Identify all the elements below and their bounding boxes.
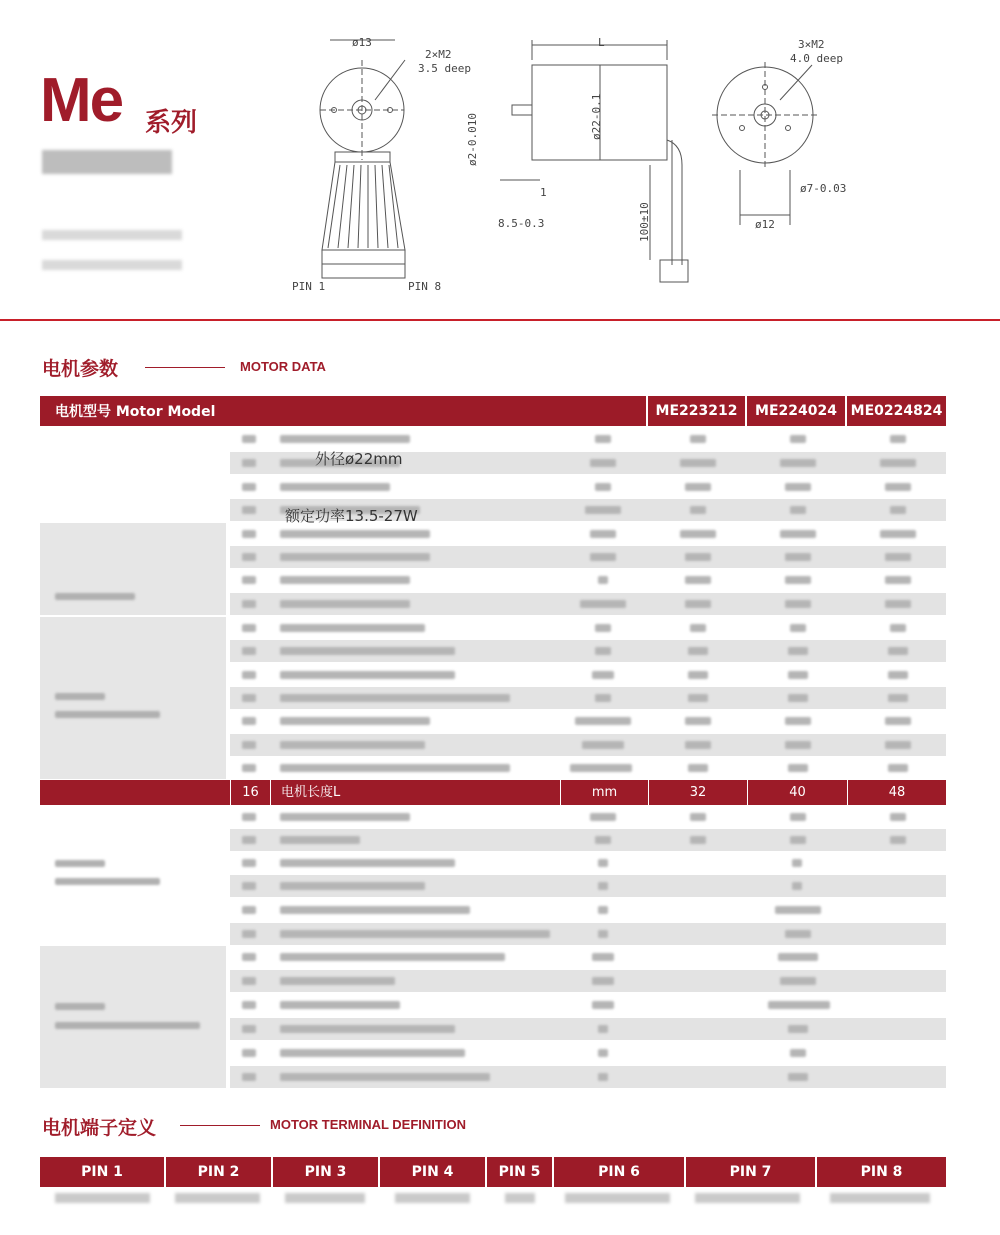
motor-data-rule: [145, 367, 225, 368]
terminal-rule: [180, 1125, 260, 1126]
pin-header-5: PIN 5: [487, 1157, 552, 1187]
table-row: [230, 994, 946, 1016]
table-row: [230, 852, 946, 874]
dim-dia12: ø12: [755, 218, 775, 231]
dim-length: L: [598, 36, 605, 49]
model-col-1: ME223212: [648, 396, 745, 426]
table-row: [230, 593, 946, 615]
table-row: [230, 664, 946, 686]
group-cell: [40, 523, 226, 615]
table-row: [230, 569, 946, 591]
row-parameter: 电机长度L: [270, 780, 560, 805]
table-row: [230, 806, 946, 828]
motor-model-label: 电机型号 Motor Model: [55, 404, 216, 420]
pin-header-7: PIN 7: [686, 1157, 815, 1187]
overlay-power-text: 额定功率13.5-27W: [285, 507, 418, 525]
table-row: [230, 734, 946, 756]
pin-header-2: PIN 2: [166, 1157, 271, 1187]
row-unit: mm: [560, 780, 648, 805]
motor-dimension-drawing: [0, 20, 1000, 320]
row-value-1: 32: [648, 780, 747, 805]
table-row: [230, 757, 946, 779]
table-row: [230, 428, 946, 450]
overlay-diameter-text: 外径ø22mm: [315, 450, 403, 468]
row-value-3: 48: [847, 780, 946, 805]
table-row: [230, 899, 946, 921]
group-label: [55, 860, 105, 867]
group-label: [55, 693, 105, 700]
pin-header-4: PIN 4: [380, 1157, 485, 1187]
motor-length-row: [40, 780, 946, 805]
pin-value: [175, 1193, 260, 1203]
pin-value: [505, 1193, 535, 1203]
dim-one: 1: [540, 186, 547, 199]
pin-value: [55, 1193, 150, 1203]
motor-data-title-en: MOTOR DATA: [240, 359, 326, 374]
dim-shaft-height: 8.5-0.3: [498, 217, 545, 230]
table-row: [230, 476, 946, 498]
table-row: [230, 710, 946, 732]
terminal-title-en: MOTOR TERMINAL DEFINITION: [270, 1117, 466, 1132]
pin-value: [285, 1193, 365, 1203]
table-row: [230, 829, 946, 851]
table-row: [230, 946, 946, 968]
table-row: [230, 640, 946, 662]
dim-dia7: ø7-0.03: [800, 182, 847, 195]
pin8-marker: PIN 8: [408, 280, 442, 293]
table-row: [230, 970, 946, 992]
dim-lead-length: 100±10: [638, 202, 651, 242]
dim-deep-front: 3.5 deep: [418, 62, 471, 75]
motor-model-header: [40, 396, 646, 426]
series-brand: Me: [40, 66, 123, 135]
dim-dia2: ø2-0.010: [466, 113, 479, 166]
dim-m2-front: 2×M2: [425, 48, 452, 61]
pin1-marker: PIN 1: [292, 280, 326, 293]
group-cell: [40, 946, 226, 1088]
table-row: [230, 1066, 946, 1088]
table-row: [230, 1042, 946, 1064]
model-col-2: ME224024: [747, 396, 845, 426]
pin-value: [695, 1193, 800, 1203]
table-row: [230, 687, 946, 709]
table-row: [230, 523, 946, 545]
model-col-3: ME0224824: [847, 396, 946, 426]
table-row: [230, 617, 946, 639]
pin-value: [395, 1193, 470, 1203]
group-label: [55, 1022, 200, 1029]
pin-header-6: PIN 6: [554, 1157, 684, 1187]
dim-dia22: ø22-0.1: [590, 93, 603, 140]
dim-deep-rear: 4.0 deep: [790, 52, 843, 65]
pin-value: [830, 1193, 930, 1203]
group-label: [55, 1003, 105, 1010]
table-row: [230, 1018, 946, 1040]
dim-m2-rear: 3×M2: [798, 38, 825, 51]
table-row: [230, 923, 946, 945]
table-row: [230, 546, 946, 568]
row-value-2: 40: [747, 780, 847, 805]
series-brand-suffix: 系列: [145, 108, 198, 138]
header-divider: [0, 319, 1000, 321]
motor-data-title-cn: 电机参数: [42, 358, 119, 380]
group-label: [55, 878, 160, 885]
pin-header-1: PIN 1: [40, 1157, 164, 1187]
row-number: 16: [230, 780, 270, 805]
table-row: [230, 875, 946, 897]
pin-header-3: PIN 3: [273, 1157, 378, 1187]
group-label: [55, 711, 160, 718]
terminal-title-cn: 电机端子定义: [42, 1117, 157, 1139]
dim-dia13: ø13: [352, 36, 372, 49]
pin-value: [565, 1193, 670, 1203]
pin-header-8: PIN 8: [817, 1157, 946, 1187]
group-label: [55, 593, 135, 600]
